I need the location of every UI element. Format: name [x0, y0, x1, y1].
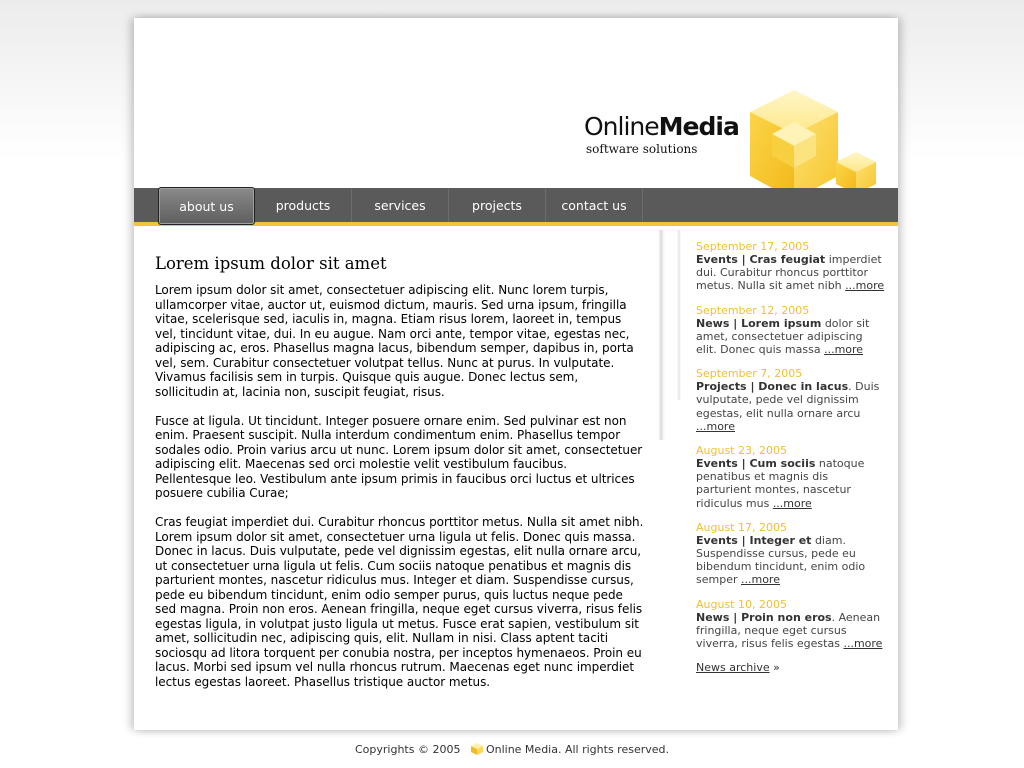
body-paragraph: Cras feugiat imperdiet dui. Curabitur rhoncus porttitor metus. Nulla sit amet nibh. Lorem ipsum dolor sit amet, consectetuer urna ligula ut felis. Donec quis massa. Donec in lacus. Duis vulputate, pede vel dignissim egestas, elit nulla ornare arcu, ut consectetuer urna ligula ut felis. Cum sociis natoque penatibus et magnis dis parturient montes, nascetur ridiculus mus. Integer et diam. Suspendisse cursus, pede eu bibendum tincidunt, enim odio semper purus, quis luctus neque pede sed magna. Proin non eros. Aenean fringilla, neque eget cursus viverra, risus felis egestas ligula, in volutpat justo ligula ut metus. Fusce erat sapien, vestibulum sit amet, sollicitudin nec, adipiscing quis, elit. Nullam in nisi. Class aptent taciti sociosqu ad litora torquent per conubia nostra, per inceptos hymenaeos. Proin eu lacus. Morbi sed ipsum vel nulla rhoncus rutrum. Maecenas eget nunc imperdiet lectus egestas laoreet. Phasellus tristique auctor metus. — [155, 515, 644, 689]
body-paragraph: Fusce at ligula. Ut tincidunt. Integer posuere ornare enim. Sed pulvinar est non enim. Praesent suscipit. Nulla interdum condimentum enim. Phasellus tempor sodales odio. Proin varius arcu ut nunc. Lorem ipsum dolor sit amet, consectetuer adipiscing elit. Maecenas sed orci molestie velit vestibulum faucibus. Pellentesque leo. Vestibulum ante ipsum primis in faucibus orci luctus et ultrices posuere cubilia Curae; — [155, 413, 643, 500]
nav-contact-us[interactable]: contact us — [546, 188, 643, 222]
more-link[interactable]: ...more — [772, 496, 812, 510]
logo[interactable] — [584, 114, 739, 156]
news-archive — [696, 661, 886, 674]
news-headline: Cum sociis — [749, 457, 816, 471]
news-headline: Proin non eros — [741, 610, 832, 624]
small-cube-icon — [470, 742, 484, 756]
company-rights-text: Online Media. All rights reserved. — [485, 743, 669, 756]
news-archive-link[interactable]: News archive — [696, 661, 770, 675]
news-headline: Lorem ipsum — [741, 316, 822, 330]
main-navigation — [134, 188, 898, 226]
page-container — [134, 18, 898, 730]
news-text: Events | Cras feugiat imperdiet dui. Curabitur rhoncus porttitor metus. Nulla sit amet nibh ...more — [696, 253, 885, 293]
news-item — [696, 367, 886, 433]
news-category: Events — [696, 253, 738, 266]
news-text: Projects | Donec in lacus. Duis vulputate, pede vel dignissim egestas, elit nulla ornare arcu ...more — [696, 380, 880, 433]
news-category: News — [696, 610, 730, 624]
more-link[interactable]: ...more — [824, 343, 864, 357]
news-date: September 17, 2005 — [696, 240, 810, 253]
news-date: August 17, 2005 — [696, 520, 787, 534]
news-category: Events — [696, 457, 738, 471]
news-item — [696, 240, 886, 293]
news-item — [696, 598, 886, 651]
news-item — [696, 304, 886, 357]
archive-arrow-icon: » — [773, 661, 780, 675]
nav-services[interactable]: services — [352, 188, 449, 222]
nav-about-us[interactable]: about us — [158, 187, 255, 225]
nav-products[interactable]: products — [255, 188, 352, 222]
news-item — [696, 444, 886, 510]
news-date: August 23, 2005 — [696, 444, 787, 458]
body-paragraph: Lorem ipsum dolor sit amet, consectetuer adipiscing elit. Nunc lorem turpis, ullamcorper vitae, auctor ut, euismod dictum, mauris. Sed urna ipsum, fringilla vitae, scelerisque sed, iaculis in, magna. Etiam risus lorem, laoreet in, tempus vel, tincidunt vitae, dui. In eu augue. Nam orci ante, tempor vitae, egestas nec, adipiscing ac, eros. Phasellus magna lacus, bibendum semper, dapibus in, porta vel, sem. Curabitur consectetuer volutpat tellus. Nunc at purus. In vulputate. Vivamus facilisis sem in turpis. Quisque quis augue. Donec lectus sem, sollicitudin at, lacinia non, suscipit feugiat, risus. — [155, 283, 634, 399]
more-link[interactable]: ...more — [843, 637, 883, 651]
news-text: Events | Cum sociis natoque penatibus et magnis dis parturient montes, nascetur ridiculus mus ...more — [696, 457, 865, 510]
logo-tagline: software solutions — [586, 142, 698, 156]
logo-name: OnlineMedia — [584, 112, 739, 141]
more-link[interactable]: ...more — [741, 573, 780, 587]
news-headline: Cras feugiat — [749, 253, 826, 266]
column-divider — [658, 230, 666, 440]
news-category: Projects — [696, 380, 747, 394]
news-text: News | Proin non eros. Aenean fringilla, neque eget cursus viverra, risus felis egestas ...more — [696, 610, 883, 651]
news-headline: Integer et — [749, 533, 812, 547]
copyright-text: Copyrights © 2005 — [354, 743, 461, 756]
footer — [0, 742, 1024, 756]
news-sidebar — [696, 240, 886, 674]
more-link[interactable]: ...more — [696, 419, 735, 433]
news-item — [696, 521, 886, 587]
more-link[interactable]: ...more — [845, 279, 885, 293]
page-title: Lorem ipsum dolor sit amet — [155, 254, 387, 273]
news-text: News | Lorem ipsum dolor sit amet, consectetuer adipiscing elit. Donec quis massa ...more — [696, 316, 870, 357]
news-date: September 7, 2005 — [696, 367, 803, 381]
nav-projects[interactable]: projects — [449, 188, 546, 222]
news-headline: Donec in lacus — [758, 380, 849, 394]
news-category: News — [696, 316, 730, 330]
news-date: August 10, 2005 — [696, 597, 787, 611]
news-text: Events | Integer et diam. Suspendisse cursus, pede eu bibendum tincidunt, enim odio semper ...more — [696, 533, 866, 587]
header — [134, 18, 898, 188]
main-content — [155, 254, 645, 704]
column-divider-shadow — [677, 230, 681, 400]
news-date: September 12, 2005 — [696, 303, 810, 317]
news-category: Events — [696, 533, 738, 547]
